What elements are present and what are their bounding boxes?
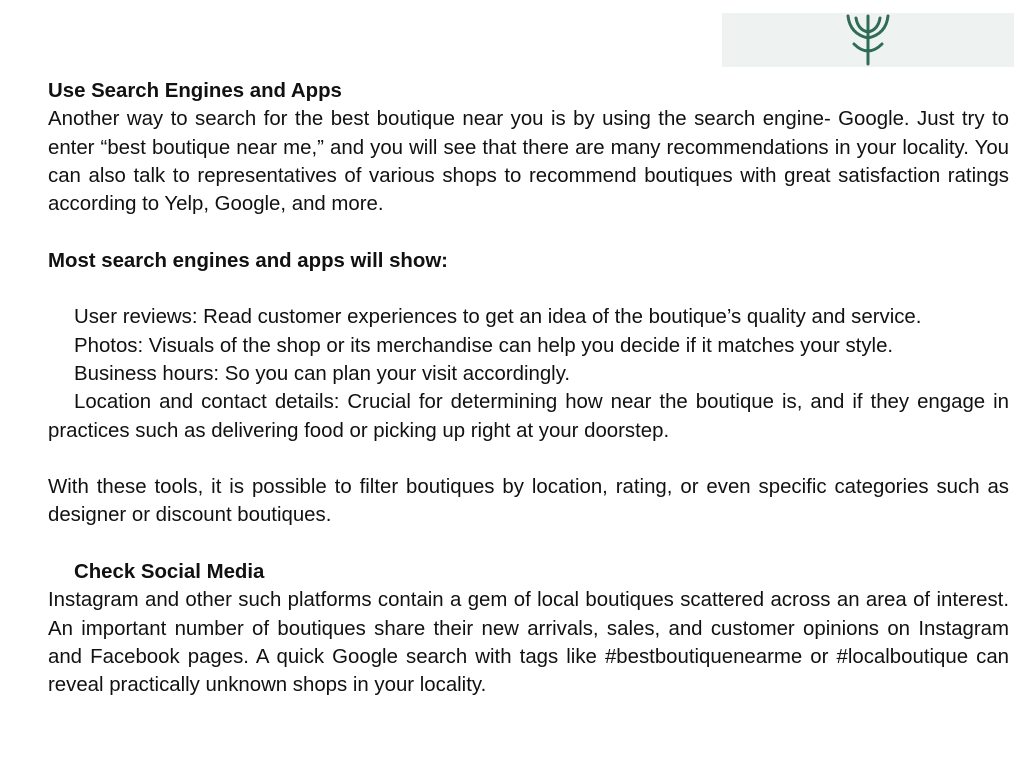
list-item-photos: Photos: Visuals of the shop or its merchandise can help you decide if it matches your style. (74, 334, 894, 357)
section-heading-search-engines: Use Search Engines and Apps (48, 80, 342, 102)
section-heading-results: Most search engines and apps will show: (48, 249, 448, 272)
paragraph-search-engines: Another way to search for the best boutique near you is by using the search engine- Google. Just try to enter “best boutique near me,” and you will see that there are many recommendations in your locality. You can also talk to representatives of various shops to recommend boutiques with great satisfaction ratings according to Yelp, Google, and more. (48, 108, 1009, 216)
paragraph-filter-tools: With these tools, it is possible to filter boutiques by location, rating, or even specific categories such as designer or discount boutiques. (48, 476, 1009, 527)
list-item-location: Location and contact details: Crucial for determining how near the boutique is, and if they engage in practices such as delivering food or picking up right at your doorstep. (48, 391, 1009, 442)
paragraph-social-media: Instagram and other such platforms contain a gem of local boutiques scattered across an area of interest. An important number of boutiques share their new arrivals, sales, and customer opinions on Instagram and Facebook pages. A quick Google search with tags like #bestboutiquenearme or #localboutique can reveal practically unknown shops in your locality. (48, 589, 1009, 697)
article-body (48, 77, 1009, 700)
section-heading-social-media: Check Social Media (74, 561, 265, 584)
list-item-business-hours: Business hours: So you can plan your visit accordingly. (74, 362, 571, 385)
logo-banner (722, 13, 1014, 67)
trident-logo-icon (840, 14, 896, 66)
list-item-user-reviews: User reviews: Read customer experiences to get an idea of the boutique’s quality and service. (74, 306, 922, 329)
